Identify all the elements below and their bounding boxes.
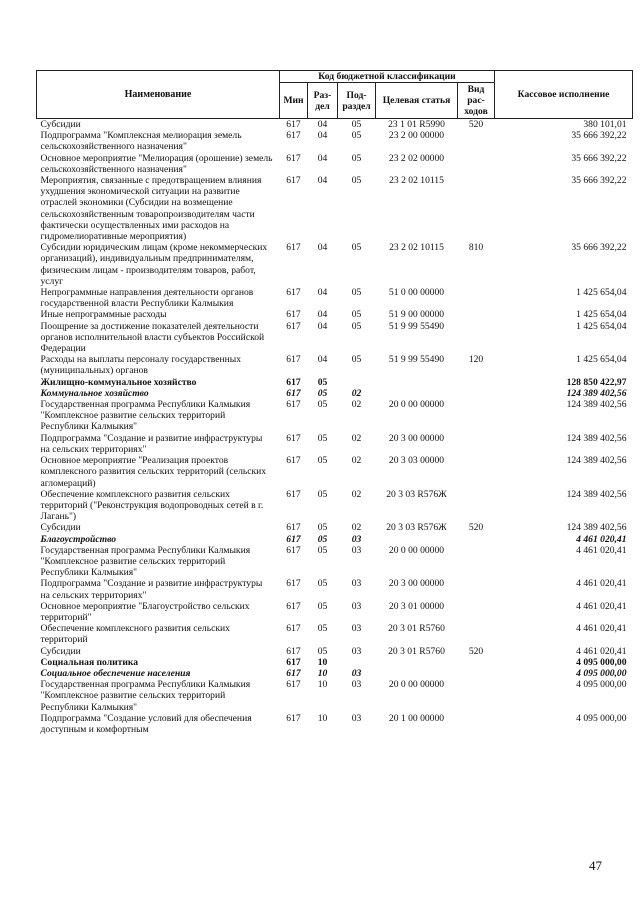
row-name: Субсидии <box>40 645 81 657</box>
table-row <box>37 388 633 399</box>
table-row <box>37 354 633 376</box>
row-min: 617 <box>286 175 301 187</box>
row-min: 617 <box>286 455 301 467</box>
row-podrazdel <box>338 657 376 668</box>
row-vid <box>458 679 495 713</box>
row-celevaya: 20 3 01 00000 <box>388 600 445 612</box>
row-celevaya: 20 3 01 R5760 <box>388 623 445 635</box>
row-sum: 380 101,01 <box>583 119 627 130</box>
row-celevaya: 20 0 00 00000 <box>388 399 445 411</box>
row-razdel: 05 <box>317 399 328 411</box>
row-name: Благоустройство <box>40 533 117 545</box>
row-name: Подпрограмма "Комплексная мелиорация земель сельскохозяйственного назначения" <box>40 130 242 153</box>
row-name: Коммунальное хозяйство <box>40 387 149 399</box>
row-celevaya <box>376 657 458 668</box>
budget-document <box>36 70 632 735</box>
row-celevaya: 23 2 02 10115 <box>389 242 444 254</box>
row-min: 617 <box>286 432 301 444</box>
row-name: Мероприятия, связанные с предотвращением влияния ухудшения экономической ситуации на развитие отраслей экономики (Субсидии на возмещение сельскохозяйственным товаропроизводителям части фактически осуществленных ими расходов на гидромелиоративные мероприятия) <box>40 175 262 243</box>
header-classification-group: Код бюджетной классификации <box>280 71 495 83</box>
row-razdel: 05 <box>317 432 328 444</box>
row-name: Государственная программа Республики Калмыкия "Комплексное развитие сельских территорий Республики Калмыкия" <box>40 679 251 713</box>
row-podrazdel: 03 <box>351 712 362 724</box>
row-name: Обеспечение комплексного развития сельских территорий <box>40 623 230 646</box>
row-sum: 124 389 402,56 <box>566 432 627 444</box>
row-vid <box>458 309 495 320</box>
row-celevaya: 20 3 03 R576Ж <box>386 522 447 534</box>
row-vid <box>458 130 495 152</box>
row-podrazdel: 05 <box>351 242 362 254</box>
row-name: Субсидии <box>40 119 81 130</box>
row-min: 617 <box>286 578 301 590</box>
row-name: Основное мероприятие "Мелиорация (орошение) земель сельскохозяйственного назначения" <box>40 152 273 175</box>
row-name: Поощрение за достижение показателей деятельности органов исполнительной власти субъектов Российской Федерации <box>40 320 265 355</box>
row-name: Подпрограмма "Создание условий для обеспечения доступным и комфортным <box>40 712 252 735</box>
row-min: 617 <box>286 656 301 668</box>
row-sum: 1 425 654,04 <box>576 320 627 332</box>
row-celevaya <box>376 388 458 399</box>
row-vid: 520 <box>468 119 484 130</box>
row-sum: 4 095 000,00 <box>576 656 627 668</box>
table-body <box>37 119 633 736</box>
row-sum: 4 461 020,41 <box>576 578 627 590</box>
row-razdel: 05 <box>317 533 328 545</box>
row-min: 617 <box>286 287 301 299</box>
row-celevaya: 20 3 00 00000 <box>388 578 445 590</box>
row-sum: 4 461 020,41 <box>576 533 627 545</box>
row-name: Субсидии <box>40 522 81 534</box>
row-name: Государственная программа Республики Калмыкия "Комплексное развитие сельских территорий Республики Калмыкия" <box>40 399 251 433</box>
row-celevaya: 23 2 02 00000 <box>388 152 445 164</box>
row-min: 617 <box>286 712 301 724</box>
row-min: 617 <box>286 320 301 332</box>
row-vid <box>458 545 495 579</box>
row-min: 617 <box>286 623 301 635</box>
row-sum: 35 666 392,22 <box>571 175 627 187</box>
row-vid <box>458 433 495 455</box>
row-podrazdel: 05 <box>351 152 362 164</box>
row-podrazdel: 03 <box>351 667 362 679</box>
table-row <box>37 713 633 735</box>
row-celevaya: 23 2 02 10115 <box>389 175 444 187</box>
row-vid: 520 <box>468 522 484 534</box>
row-podrazdel: 02 <box>351 432 362 444</box>
row-name: Иные непрограммные расходы <box>40 309 167 321</box>
row-podrazdel: 03 <box>351 623 362 635</box>
row-vid <box>458 399 495 433</box>
row-min: 617 <box>286 544 301 556</box>
row-name: Подпрограмма "Создание и развитие инфраструктуры на сельских территориях" <box>40 578 263 601</box>
row-name: Подпрограмма "Создание и развитие инфраструктуры на сельских территориях" <box>40 432 263 455</box>
row-name: Основное мероприятие "Благоустройство сельских территорий" <box>40 600 250 623</box>
row-min: 617 <box>286 645 301 657</box>
table-row <box>37 130 633 152</box>
row-razdel: 05 <box>317 623 328 635</box>
row-razdel: 05 <box>317 522 328 534</box>
row-sum: 4 095 000,00 <box>576 712 627 724</box>
row-razdel: 04 <box>317 152 328 164</box>
row-vid <box>458 657 495 668</box>
table-row <box>37 455 633 489</box>
row-sum: 1 425 654,04 <box>576 309 627 321</box>
row-razdel: 05 <box>317 488 328 500</box>
row-razdel: 04 <box>317 119 328 130</box>
row-min: 617 <box>286 119 301 130</box>
row-sum: 4 095 000,00 <box>576 679 627 691</box>
row-razdel: 04 <box>317 130 328 142</box>
row-sum: 124 389 402,56 <box>566 522 627 534</box>
row-celevaya: 51 9 99 55490 <box>388 320 445 332</box>
row-celevaya: 20 3 03 R576Ж <box>386 488 447 500</box>
table-row <box>37 242 633 287</box>
row-min: 617 <box>286 667 301 679</box>
row-min: 617 <box>286 152 301 164</box>
row-razdel: 04 <box>317 175 328 187</box>
row-sum: 1 425 654,04 <box>576 287 627 299</box>
row-razdel: 04 <box>317 287 328 299</box>
row-name: Социальная политика <box>40 656 139 668</box>
row-vid <box>458 377 495 388</box>
row-min: 617 <box>286 600 301 612</box>
table-row <box>37 522 633 533</box>
row-podrazdel: 03 <box>351 600 362 612</box>
row-min: 617 <box>286 533 301 545</box>
row-vid <box>458 668 495 679</box>
row-celevaya: 20 3 01 R5760 <box>388 645 445 657</box>
table-row <box>37 433 633 455</box>
row-podrazdel: 03 <box>351 578 362 590</box>
row-razdel: 05 <box>317 578 328 590</box>
row-min: 617 <box>286 399 301 411</box>
table-row <box>37 489 633 523</box>
row-vid: 520 <box>468 645 484 657</box>
row-sum: 124 389 402,56 <box>566 488 627 500</box>
table-row <box>37 646 633 657</box>
row-min: 617 <box>286 376 301 388</box>
table-row <box>37 377 633 388</box>
row-sum: 35 666 392,22 <box>571 242 627 254</box>
row-min: 617 <box>286 354 301 366</box>
row-razdel: 04 <box>317 242 328 254</box>
row-sum: 4 461 020,41 <box>576 645 627 657</box>
row-podrazdel: 02 <box>351 387 362 399</box>
row-razdel: 04 <box>317 354 328 366</box>
header-razdel: Раз-дел <box>308 83 338 119</box>
row-vid <box>458 489 495 523</box>
row-vid <box>458 623 495 645</box>
row-sum: 4 461 020,41 <box>576 544 627 556</box>
row-vid <box>458 455 495 489</box>
row-vid <box>458 534 495 545</box>
row-name: Государственная программа Республики Калмыкия "Комплексное развитие сельских территорий Республики Калмыкия" <box>40 544 251 579</box>
row-razdel: 10 <box>317 679 328 691</box>
table-row <box>37 321 633 355</box>
header-min: Мин <box>280 83 308 119</box>
row-podrazdel <box>338 377 376 388</box>
row-razdel: 05 <box>317 455 328 467</box>
row-razdel: 10 <box>317 656 328 668</box>
row-celevaya <box>376 377 458 388</box>
header-vid: Вид рас-ходов <box>458 83 495 119</box>
table-row <box>37 153 633 175</box>
row-min: 617 <box>286 242 301 254</box>
row-podrazdel: 05 <box>351 354 362 366</box>
row-razdel: 05 <box>317 376 328 388</box>
header-podrazdel: Под-раздел <box>338 83 376 119</box>
row-sum: 128 850 422,97 <box>566 376 627 388</box>
row-sum: 124 389 402,56 <box>566 387 627 399</box>
page-number: 47 <box>589 858 602 873</box>
row-celevaya: 20 0 00 00000 <box>388 679 445 691</box>
table-row <box>37 175 633 242</box>
row-celevaya: 20 3 03 00000 <box>388 455 445 467</box>
row-razdel: 04 <box>317 309 328 321</box>
row-vid <box>458 601 495 623</box>
row-sum: 35 666 392,22 <box>571 130 627 142</box>
row-razdel: 05 <box>317 600 328 612</box>
header-celevaya: Целевая статья <box>376 83 458 119</box>
row-razdel: 10 <box>317 712 328 724</box>
table-row <box>37 657 633 668</box>
row-min: 617 <box>286 522 301 534</box>
row-razdel: 05 <box>317 387 328 399</box>
table-row <box>37 623 633 645</box>
row-celevaya: 20 0 00 00000 <box>388 544 445 556</box>
row-podrazdel: 05 <box>351 320 362 332</box>
row-celevaya: 23 2 00 00000 <box>388 130 445 142</box>
row-vid <box>458 287 495 309</box>
row-sum: 1 425 654,04 <box>576 354 627 366</box>
table-row <box>37 601 633 623</box>
table-row <box>37 534 633 545</box>
row-name: Расходы на выплаты персоналу государственных (муниципальных) органов <box>40 354 242 377</box>
row-podrazdel: 02 <box>351 455 362 467</box>
row-vid <box>458 578 495 600</box>
row-sum: 4 461 020,41 <box>576 600 627 612</box>
table-header <box>37 71 633 119</box>
row-sum: 124 389 402,56 <box>566 455 627 467</box>
row-celevaya <box>376 534 458 545</box>
row-podrazdel: 03 <box>351 533 362 545</box>
table-row <box>37 309 633 320</box>
row-min: 617 <box>286 309 301 321</box>
header-name: Наименование <box>37 71 280 119</box>
row-vid <box>458 321 495 355</box>
row-sum: 4 461 020,41 <box>576 623 627 635</box>
row-vid: 810 <box>468 242 484 254</box>
row-sum: 124 389 402,56 <box>566 399 627 411</box>
row-podrazdel: 02 <box>351 522 362 534</box>
row-celevaya: 20 3 00 00000 <box>388 432 445 444</box>
row-razdel: 05 <box>317 544 328 556</box>
row-min: 617 <box>286 387 301 399</box>
row-podrazdel: 05 <box>351 175 362 187</box>
row-vid <box>458 388 495 399</box>
row-min: 617 <box>286 488 301 500</box>
table-row <box>37 399 633 433</box>
row-vid: 120 <box>468 354 484 366</box>
table-row <box>37 119 633 131</box>
row-podrazdel: 05 <box>351 287 362 299</box>
row-podrazdel: 05 <box>351 119 362 130</box>
row-name: Социальное обеспечение населения <box>40 667 191 679</box>
row-sum: 4 095 000,00 <box>576 667 627 679</box>
row-celevaya: 23 1 01 R5990 <box>388 119 445 130</box>
row-vid <box>458 713 495 735</box>
row-podrazdel: 03 <box>351 544 362 556</box>
table-row <box>37 545 633 579</box>
row-vid <box>458 153 495 175</box>
row-celevaya <box>376 668 458 679</box>
row-sum: 35 666 392,22 <box>571 152 627 164</box>
table-row <box>37 287 633 309</box>
row-podrazdel: 05 <box>351 130 362 142</box>
row-podrazdel: 02 <box>351 399 362 411</box>
table-row <box>37 679 633 713</box>
row-name: Жилищно-коммунальное хозяйство <box>40 376 197 388</box>
header-kassovoe: Кассовое исполнение <box>495 71 633 119</box>
row-podrazdel: 05 <box>351 309 362 321</box>
row-razdel: 04 <box>317 320 328 332</box>
row-name: Основное мероприятие "Реализация проектов комплексного развития сельских территорий (сельских агломераций) <box>40 455 267 489</box>
row-razdel: 05 <box>317 645 328 657</box>
budget-table <box>36 70 633 735</box>
row-name: Субсидии юридическим лицам (кроме некоммерческих организаций), индивидуальным предпринимателям, физическим лицам - производителям товаров, работ, услуг <box>40 242 268 287</box>
row-name: Непрограммные направления деятельности органов государственной власти Республики Калмыкия <box>40 287 254 310</box>
row-podrazdel: 03 <box>351 679 362 691</box>
row-podrazdel: 02 <box>351 488 362 500</box>
table-row <box>37 578 633 600</box>
row-vid <box>458 175 495 242</box>
table-row <box>37 668 633 679</box>
row-name: Обеспечение комплексного развития сельских территорий ("Реконструкция водопроводных сетей в г. Лагань") <box>40 488 264 523</box>
row-min: 617 <box>286 679 301 691</box>
row-razdel: 10 <box>317 667 328 679</box>
row-celevaya: 51 0 00 00000 <box>388 287 445 299</box>
row-celevaya: 20 1 00 00000 <box>388 712 445 724</box>
row-podrazdel: 03 <box>351 645 362 657</box>
row-celevaya: 51 9 00 00000 <box>388 309 445 321</box>
row-min: 617 <box>286 130 301 142</box>
row-celevaya: 51 9 99 55490 <box>388 354 445 366</box>
